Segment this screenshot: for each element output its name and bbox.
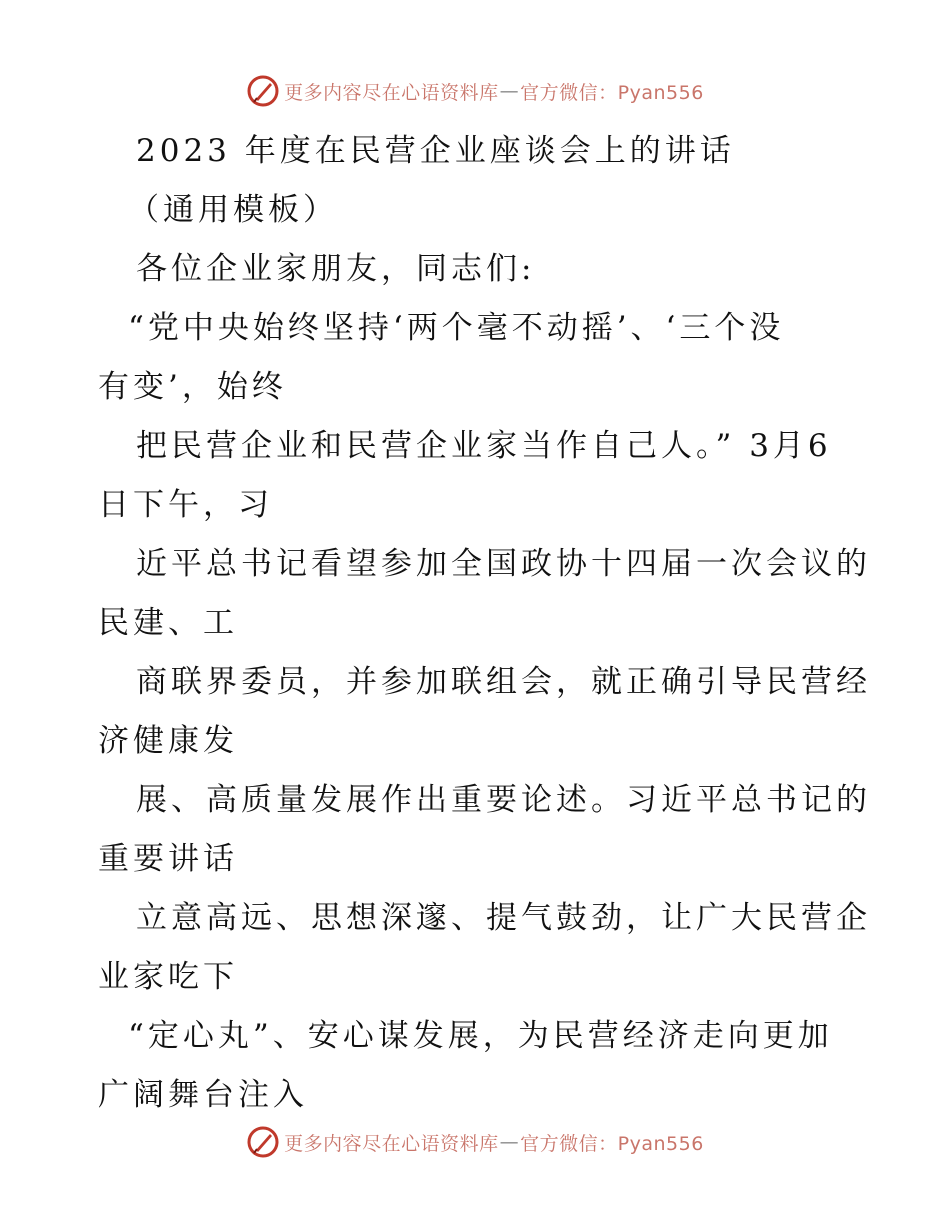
body-line: 把民营企业和民营企业家当作自己人。” 3月6 bbox=[136, 428, 832, 464]
watermark-right-text: 官方微信：Pyan556 bbox=[520, 1132, 704, 1155]
quill-logo-icon bbox=[246, 74, 280, 108]
body-line: 民建、工 bbox=[98, 605, 238, 641]
body-line: 立意高远、思想深邃、提气鼓劲，让广大民营企 bbox=[136, 900, 871, 936]
body-line: 广阔舞台注入 bbox=[98, 1077, 308, 1113]
body-line: 日下午，习 bbox=[98, 487, 273, 523]
body-line: 业家吃下 bbox=[98, 959, 238, 995]
watermark-left-text: 更多内容尽在心语资料库 bbox=[284, 1132, 499, 1155]
body-line: 重要讲话 bbox=[98, 841, 238, 877]
body-line: 济健康发 bbox=[98, 723, 238, 759]
document-body bbox=[98, 122, 871, 1125]
body-line: 近平总书记看望参加全国政协十四届一次会议的 bbox=[136, 546, 871, 582]
salutation: 各位企业家朋友，同志们: bbox=[136, 251, 536, 287]
document-title: 2023 年度在民营企业座谈会上的讲话 bbox=[136, 133, 735, 169]
body-line: 有变’，始终 bbox=[98, 369, 287, 405]
footer-watermark bbox=[0, 1125, 950, 1159]
watermark-right-text: 官方微信：Pyan556 bbox=[520, 81, 704, 104]
body-line: 展、高质量发展作出重要论述。习近平总书记的 bbox=[136, 782, 871, 818]
body-line: 商联界委员，并参加联组会，就正确引导民营经 bbox=[136, 664, 871, 700]
watermark-dash: — bbox=[499, 1131, 520, 1153]
header-watermark bbox=[0, 74, 950, 108]
watermark-left-text: 更多内容尽在心语资料库 bbox=[284, 81, 499, 104]
watermark-dash: — bbox=[499, 80, 520, 102]
body-line: “党中央始终坚持‘两个毫不动摇’、‘三个没 bbox=[128, 310, 785, 346]
document-subtitle: （通用模板） bbox=[128, 192, 338, 228]
quill-logo-icon bbox=[246, 1125, 280, 1159]
body-line: “定心丸”、安心谋发展，为民营经济走向更加 bbox=[128, 1018, 833, 1054]
